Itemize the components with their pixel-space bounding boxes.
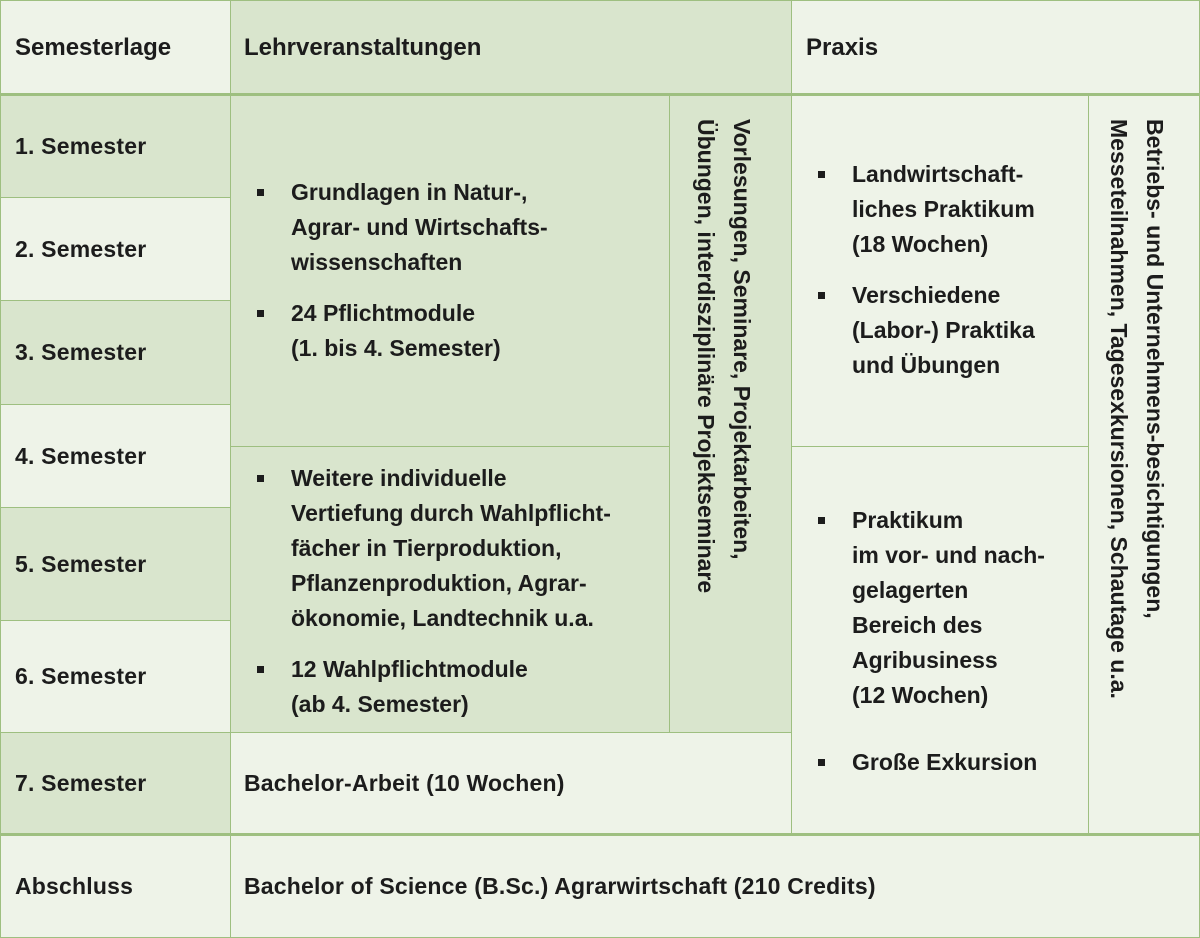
list-item: Große Exkursion	[816, 745, 1045, 780]
list-item: Verschiedene (Labor-) Praktika und Übungen	[816, 278, 1035, 383]
semester-row-4	[0, 404, 231, 508]
praxis-block-praktikum	[791, 94, 1089, 447]
semester-row-7	[0, 732, 231, 835]
lehr-block-grundlagen	[230, 94, 670, 447]
praxis-vertical-cell	[1088, 94, 1200, 835]
lehr-block-vertiefung-list	[255, 461, 611, 722]
semester-row-2	[0, 197, 231, 301]
semester-label: 1. Semester	[15, 132, 147, 159]
semester-label: 4. Semester	[15, 442, 147, 469]
lehr-block-grundlagen-list	[255, 175, 548, 366]
list-item: Weitere individuelle Vertiefung durch Wahlpflicht- fächer in Tierproduktion, Pflanzenproduktion, Agrar- ökonomie, Landtechnik u.a.	[255, 461, 611, 636]
praxis-block-agribusiness	[791, 446, 1089, 835]
praxis-block-agribusiness-list	[816, 503, 1045, 780]
header-lehrveranstaltungen	[230, 0, 792, 95]
lehr-block-vertiefung	[230, 446, 670, 733]
semester-row-6	[0, 620, 231, 733]
abschluss-label: Abschluss	[15, 872, 134, 899]
semester-label: 7. Semester	[15, 770, 147, 796]
praxis-vertical-text: Betriebs- und Unternehmens-besichtigungen, Messeteilnahmen, Tagesexkursionen, Schautage u.a.	[1106, 119, 1168, 699]
list-item: Praktikum im vor- und nach- gelagerten Bereich des Agribusiness (12 Wochen)	[816, 503, 1045, 713]
list-item: 12 Wahlpflichtmodule (ab 4. Semester)	[255, 652, 611, 722]
bachelor-arbeit-text: Bachelor-Arbeit (10 Wochen)	[244, 770, 565, 796]
header-lehrveranstaltungen-text: Lehrveranstaltungen	[244, 33, 482, 61]
semester-row-3	[0, 300, 231, 405]
header-divider	[0, 93, 1200, 96]
semester-row-5	[0, 507, 231, 621]
semester-row-1	[0, 94, 231, 198]
abschluss-label-cell	[0, 834, 231, 938]
lehr-vertical-text: Vorlesungen, Seminare, Projektarbeiten, Übungen, interdisziplinäre Projektseminare	[693, 119, 755, 594]
praxis-block-praktikum-list	[816, 157, 1035, 383]
semester-label: 5. Semester	[15, 550, 147, 577]
semester-label: 3. Semester	[15, 339, 147, 365]
list-item: Grundlagen in Natur-, Agrar- und Wirtschafts- wissenschaften	[255, 175, 548, 280]
lehr-vertical-cell	[669, 94, 792, 733]
semester-label: 2. Semester	[15, 235, 147, 262]
abschluss-divider	[0, 833, 1200, 836]
header-praxis	[791, 0, 1200, 95]
list-item: 24 Pflichtmodule (1. bis 4. Semester)	[255, 296, 548, 366]
header-semesterlage	[0, 0, 231, 95]
abschluss-value: Bachelor of Science (B.Sc.) Agrarwirtschaft (210 Credits)	[244, 872, 876, 899]
list-item: Landwirtschaft- liches Praktikum (18 Wochen)	[816, 157, 1035, 262]
header-praxis-text: Praxis	[806, 33, 879, 61]
abschluss-value-cell	[230, 834, 1200, 938]
semester-label: 6. Semester	[15, 663, 147, 689]
bachelor-arbeit-cell	[230, 732, 792, 835]
header-semesterlage-text: Semesterlage	[15, 33, 172, 61]
